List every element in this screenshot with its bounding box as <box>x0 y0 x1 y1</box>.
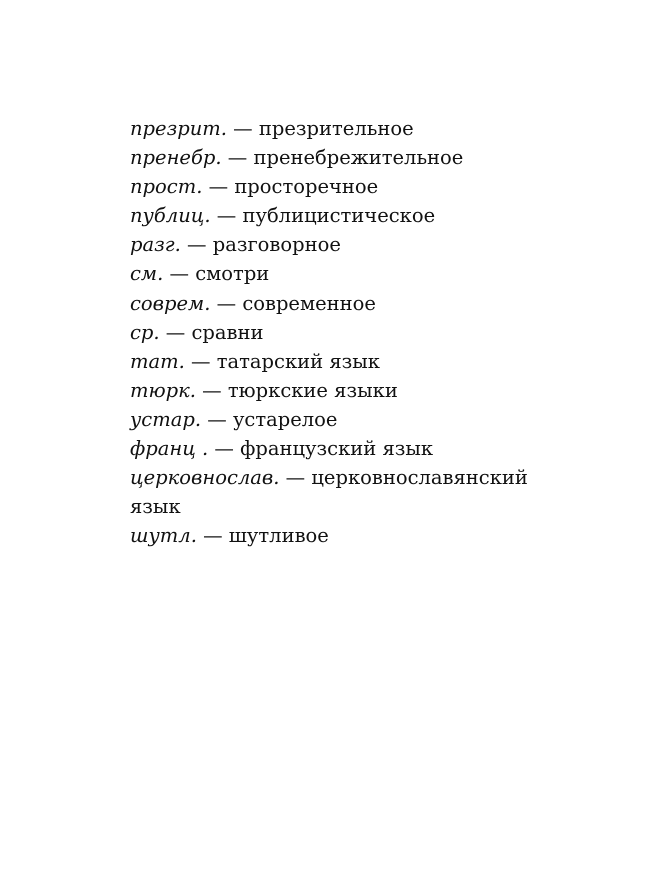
separator: — <box>159 320 192 344</box>
meaning: тюркские языки <box>227 378 398 402</box>
abbreviation-entry <box>130 143 570 172</box>
abbreviation-entry <box>130 289 570 318</box>
separator: — <box>210 291 243 315</box>
abbreviation: тюрк. <box>130 378 196 402</box>
abbreviation-entry <box>130 434 570 463</box>
separator: — <box>226 117 259 140</box>
abbreviation: разг. <box>130 233 181 257</box>
abbreviation: прост. <box>130 175 203 199</box>
abbreviation-entry <box>130 521 570 550</box>
abbreviation: устар. <box>130 407 202 431</box>
meaning: просторечное <box>234 175 379 199</box>
abbreviation: ср. <box>130 320 160 344</box>
abbreviation-entry <box>130 201 570 230</box>
separator: — <box>201 407 233 431</box>
abbreviation-entry <box>130 172 570 201</box>
meaning: современное <box>242 291 376 315</box>
abbreviation-entry <box>130 376 570 405</box>
abbreviation-entry <box>130 347 570 376</box>
separator: — <box>184 349 217 373</box>
separator: — <box>208 437 241 461</box>
meaning: шутливое <box>228 524 329 548</box>
abbreviation: шутл. <box>130 524 197 548</box>
meaning: татарский язык <box>216 349 380 373</box>
abbreviation-entry <box>130 230 570 259</box>
separator: — <box>210 204 243 228</box>
abbreviation-entry <box>130 405 570 434</box>
meaning: смотри <box>195 262 270 286</box>
abbreviation: пренебр. <box>130 146 222 170</box>
abbreviation-entry <box>130 463 570 521</box>
separator: — <box>279 466 312 490</box>
abbreviation-entry <box>130 318 570 347</box>
separator: — <box>196 524 229 548</box>
abbreviation: презрит. <box>130 117 227 140</box>
meaning: разговорное <box>212 233 341 257</box>
abbreviation-entry <box>130 114 570 143</box>
meaning: французский язык <box>240 437 434 461</box>
meaning: публицистическое <box>242 204 436 228</box>
abbreviation: тат. <box>130 349 185 373</box>
meaning: сравни <box>191 320 264 344</box>
abbreviation: публиц. <box>130 204 211 228</box>
abbreviation: см. <box>130 262 164 286</box>
separator: — <box>163 262 196 286</box>
abbreviation: церковнослав. <box>130 466 280 490</box>
abbreviation: франц . <box>130 437 209 461</box>
meaning: устарелое <box>232 407 338 431</box>
meaning: пренебрежительное <box>253 146 464 170</box>
abbreviation-entry <box>130 259 570 288</box>
meaning: церковнославянский язык <box>130 466 528 519</box>
meaning: презрительное <box>258 117 414 140</box>
abbreviation-list <box>130 114 570 550</box>
separator: — <box>180 233 213 257</box>
separator: — <box>221 146 254 170</box>
separator: — <box>195 378 228 402</box>
abbreviation: соврем. <box>130 291 211 315</box>
separator: — <box>202 175 235 199</box>
